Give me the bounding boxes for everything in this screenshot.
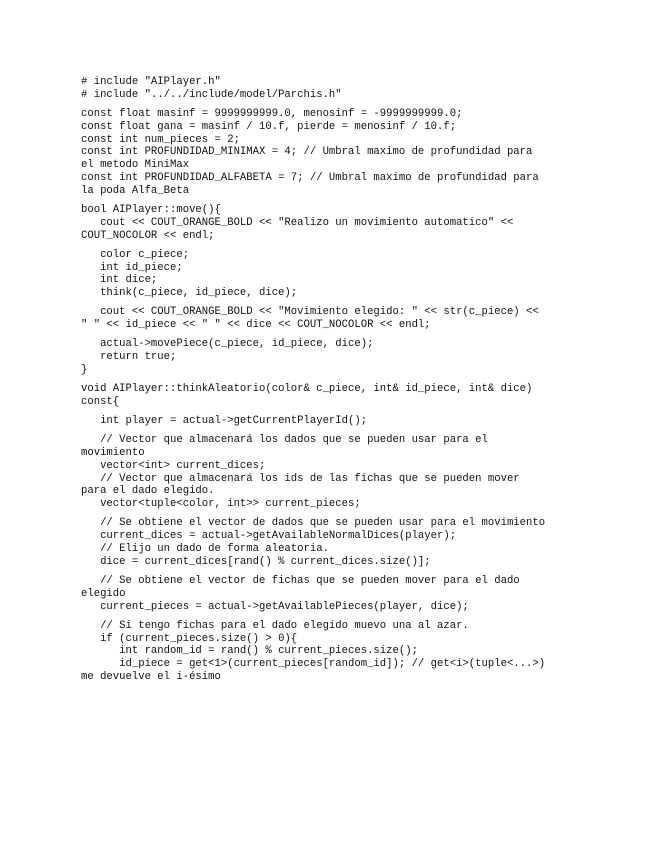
code-line: }: [81, 363, 88, 376]
code-line: vector<tuple<color, int>> current_pieces;: [81, 498, 361, 511]
code-line: if (current_pieces.size() > 0){: [81, 632, 298, 645]
code-line: cout << COUT_ORANGE_BOLD << "Realizo un movimiento automatico" <<: [81, 216, 514, 229]
code-line: # include "AIPlayer.h": [81, 76, 221, 88]
code-line: cout << COUT_ORANGE_BOLD << "Movimiento elegido: " << str(c_piece) <<: [81, 306, 539, 319]
code-line: int random_id = rand() % current_pieces.size();: [81, 645, 418, 658]
code-line: id_piece = get<1>(current_pieces[random_id]); // get<i>(tuple<...>): [81, 658, 546, 671]
code-line: const int PROFUNDIDAD_ALFABETA = 7; // Umbral maximo de profundidad para: [81, 171, 539, 184]
code-line: int id_piece;: [81, 261, 183, 274]
code-line: // Vector que almacenará los ids de las fichas que se pueden mover: [81, 472, 520, 485]
code-line: const float masinf = 9999999999.0, menosinf = -9999999999.0;: [81, 107, 463, 120]
code-line: // Elijo un dado de forma aleatoria.: [81, 543, 329, 556]
code-line: // Se obtiene el vector de fichas que se pueden mover para el dado: [81, 575, 520, 587]
code-line: # include "../../include/model/Parchis.h": [81, 88, 342, 101]
code-line: int player = actual->getCurrentPlayerId();: [81, 415, 368, 428]
code-line: bool AIPlayer::move(){: [81, 203, 221, 216]
code-line: current_pieces = actual->getAvailablePieces(player, dice);: [81, 600, 469, 613]
code-line: const{: [81, 395, 120, 408]
code-line: const float gana = masinf / 10.f, pierde = menosinf / 10.f;: [81, 120, 457, 133]
code-line: COUT_NOCOLOR << endl;: [81, 229, 215, 242]
code-line: think(c_piece, id_piece, dice);: [81, 287, 298, 300]
code-line: color c_piece;: [81, 248, 190, 261]
code-line: int dice;: [81, 274, 158, 287]
code-line: dice = current_dices[rand() % current_dices.size()];: [81, 555, 431, 568]
code-line: // Se obtiene el vector de dados que se pueden usar para el movimiento: [81, 517, 546, 530]
code-line: const int PROFUNDIDAD_MINIMAX = 4; // Umbral maximo de profundidad para: [81, 146, 533, 159]
code-line: la poda Alfa_Beta: [81, 184, 190, 197]
code-line: el metodo MiniMax: [81, 159, 190, 172]
code-listing: [81, 76, 581, 684]
code-line: // Si tengo fichas para el dado elegido muevo una al azar.: [81, 619, 469, 632]
code-line: actual->movePiece(c_piece, id_piece, dice);: [81, 338, 374, 351]
code-line: para el dado elegido.: [81, 485, 215, 498]
code-line: me devuelve el i-ésimo: [81, 670, 221, 683]
code-line: elegido: [81, 587, 126, 600]
code-line: void AIPlayer::thinkAleatorio(color& c_piece, int& id_piece, int& dice): [81, 383, 533, 396]
code-line: " " << id_piece << " " << dice << COUT_NOCOLOR << endl;: [81, 319, 431, 332]
code-line: // Vector que almacenará los dados que se pueden usar para el: [81, 434, 488, 447]
code-line: movimiento: [81, 447, 145, 460]
code-line: current_dices = actual->getAvailableNormalDices(player);: [81, 530, 457, 543]
code-line: return true;: [81, 351, 177, 364]
code-line: const int num_pieces = 2;: [81, 133, 240, 146]
code-line: vector<int> current_dices;: [81, 459, 266, 472]
